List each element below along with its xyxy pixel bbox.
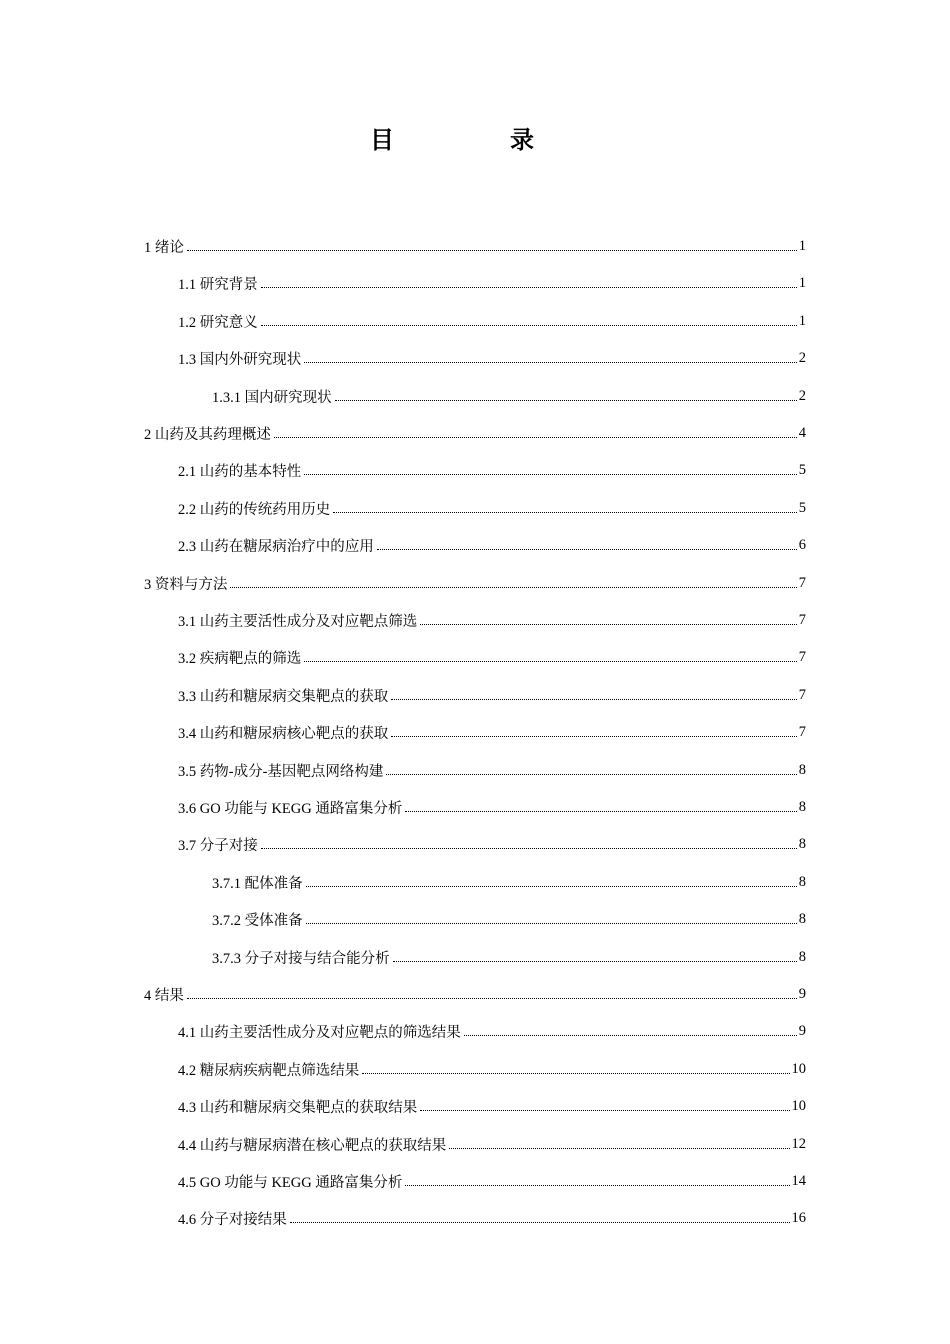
toc-entry-label: 3.7.2 受体准备 xyxy=(212,913,303,930)
dot-leader xyxy=(304,473,797,475)
toc-entry[interactable] xyxy=(212,864,806,901)
toc-entry-page: 2 xyxy=(798,350,806,367)
toc-entry[interactable] xyxy=(178,265,806,302)
dot-leader xyxy=(187,249,797,251)
toc-entry[interactable] xyxy=(178,752,806,789)
toc-entry-label: 4.1 山药主要活性成分及对应靶点的筛选结果 xyxy=(178,1025,461,1042)
toc-entry-page: 9 xyxy=(798,1023,806,1040)
toc-entry-page: 8 xyxy=(798,761,806,778)
dot-leader xyxy=(306,885,797,887)
dot-leader xyxy=(449,1147,789,1149)
toc-entry-page: 14 xyxy=(791,1173,806,1189)
toc-entry-page: 7 xyxy=(798,612,806,628)
toc-entry-label: 4.3 山药和糖尿病交集靶点的获取结果 xyxy=(178,1100,418,1117)
toc-entry[interactable] xyxy=(144,976,806,1013)
toc-entry[interactable] xyxy=(178,527,806,564)
toc-entry[interactable] xyxy=(144,565,806,602)
toc-entry-page: 12 xyxy=(791,1135,806,1152)
toc-entry-label: 3.1 山药主要活性成分及对应靶点筛选 xyxy=(178,614,418,630)
toc-entry-page: 10 xyxy=(791,1098,806,1115)
toc-entry[interactable] xyxy=(178,490,806,527)
dot-leader xyxy=(290,1221,790,1223)
toc-entry-page: 5 xyxy=(798,499,806,516)
toc-entry-label: 1.3.1 国内研究现状 xyxy=(212,389,332,406)
toc-entry[interactable] xyxy=(178,1013,806,1050)
toc-entry-label: 3.7.3 分子对接与结合能分析 xyxy=(212,950,390,967)
toc-entry-label: 3.7 分子对接 xyxy=(178,838,258,855)
toc-entry-label: 3.5 药物-成分-基因靶点网络构建 xyxy=(178,763,384,780)
dot-leader xyxy=(261,286,797,288)
dot-leader xyxy=(391,735,797,737)
dot-leader xyxy=(306,922,797,924)
toc-entry-page: 4 xyxy=(798,425,806,441)
dot-leader xyxy=(405,1184,789,1186)
dot-leader xyxy=(393,960,797,962)
dot-leader xyxy=(420,1109,789,1111)
toc-entry-label: 1.2 研究意义 xyxy=(178,314,258,331)
toc-entry[interactable] xyxy=(144,415,806,452)
toc-entry[interactable] xyxy=(212,378,806,415)
toc-entry-label: 1.3 国内外研究现状 xyxy=(178,352,302,369)
toc-entry-label: 2.3 山药在糖尿病治疗中的应用 xyxy=(178,539,374,556)
toc-entry-label: 3.2 疾病靶点的筛选 xyxy=(178,651,302,668)
toc-entry-page: 8 xyxy=(798,799,806,815)
dot-leader xyxy=(274,436,797,438)
toc-entry-page: 8 xyxy=(798,873,806,890)
toc-entry-label: 2.1 山药的基本特性 xyxy=(178,464,302,481)
toc-entry-page: 1 xyxy=(798,238,806,254)
toc-entry-page: 7 xyxy=(798,724,806,741)
toc-entry-label: 1.1 研究背景 xyxy=(178,277,258,294)
toc-entry[interactable] xyxy=(178,602,806,639)
toc-entry[interactable] xyxy=(178,1163,806,1200)
dot-leader xyxy=(230,586,796,588)
toc-entry-page: 2 xyxy=(798,387,806,404)
toc-entry-page: 7 xyxy=(798,686,806,703)
toc-entry-label: 4.4 山药与糖尿病潜在核心靶点的获取结果 xyxy=(178,1137,447,1154)
dot-leader xyxy=(261,324,797,326)
toc-entry[interactable] xyxy=(178,714,806,751)
toc-entry[interactable] xyxy=(178,303,806,340)
dot-leader xyxy=(187,997,797,999)
toc-entry[interactable] xyxy=(178,1200,806,1237)
toc-entry-page: 10 xyxy=(791,1060,806,1077)
toc-entry-page: 8 xyxy=(798,948,806,965)
toc-entry[interactable] xyxy=(178,452,806,489)
toc-entry-label: 4 结果 xyxy=(144,988,184,1004)
toc-entry[interactable] xyxy=(212,901,806,938)
toc-entry-label: 3.6 GO 功能与 KEGG 通路富集分析 xyxy=(178,801,403,817)
toc-entry-page: 1 xyxy=(798,275,806,292)
toc-entry-page: 7 xyxy=(798,649,806,666)
toc-entry-page: 16 xyxy=(791,1210,806,1227)
toc-entry-label: 3 资料与方法 xyxy=(144,576,228,593)
toc-entry-label: 4.6 分子对接结果 xyxy=(178,1212,287,1229)
toc-entry-page: 8 xyxy=(798,911,806,928)
toc-entry[interactable] xyxy=(178,1126,806,1163)
toc-entry-label: 3.4 山药和糖尿病核心靶点的获取 xyxy=(178,726,389,743)
toc-entry[interactable] xyxy=(178,789,806,826)
toc-entry-label: 3.3 山药和糖尿病交集靶点的获取 xyxy=(178,688,389,705)
toc-entry-label: 2 山药及其药理概述 xyxy=(144,427,271,443)
toc-title: 目 录 xyxy=(370,126,580,154)
dot-leader xyxy=(335,399,797,401)
toc-entry[interactable] xyxy=(212,939,806,976)
dot-leader xyxy=(405,810,796,812)
toc-entry[interactable] xyxy=(178,677,806,714)
dot-leader xyxy=(464,1034,797,1036)
toc-entry[interactable] xyxy=(144,228,806,265)
toc-entry-label: 1 绪论 xyxy=(144,240,184,256)
dot-leader xyxy=(304,361,797,363)
toc-entry[interactable] xyxy=(178,340,806,377)
dot-leader xyxy=(333,511,797,513)
toc-entry-label: 2.2 山药的传统药用历史 xyxy=(178,501,331,518)
dot-leader xyxy=(261,847,797,849)
dot-leader xyxy=(362,1072,789,1074)
toc-entry-page: 7 xyxy=(798,574,806,591)
dot-leader xyxy=(304,660,797,662)
toc-entry-label: 4.2 糖尿病疾病靶点筛选结果 xyxy=(178,1062,360,1079)
toc-entry-page: 8 xyxy=(798,836,806,853)
toc-entry-page: 6 xyxy=(798,537,806,554)
toc-entry-label: 3.7.1 配体准备 xyxy=(212,875,303,892)
toc-entry-label: 4.5 GO 功能与 KEGG 通路富集分析 xyxy=(178,1175,403,1191)
toc-entry[interactable] xyxy=(178,1051,806,1088)
toc-entry[interactable] xyxy=(178,639,806,676)
dot-leader xyxy=(391,698,797,700)
dot-leader xyxy=(377,548,797,550)
toc-entry-page: 9 xyxy=(798,986,806,1002)
toc-entry[interactable] xyxy=(178,1088,806,1125)
toc-entry[interactable] xyxy=(178,826,806,863)
toc-entry-page: 1 xyxy=(798,312,806,329)
toc-entry-page: 5 xyxy=(798,462,806,479)
dot-leader xyxy=(420,623,797,625)
dot-leader xyxy=(386,773,796,775)
